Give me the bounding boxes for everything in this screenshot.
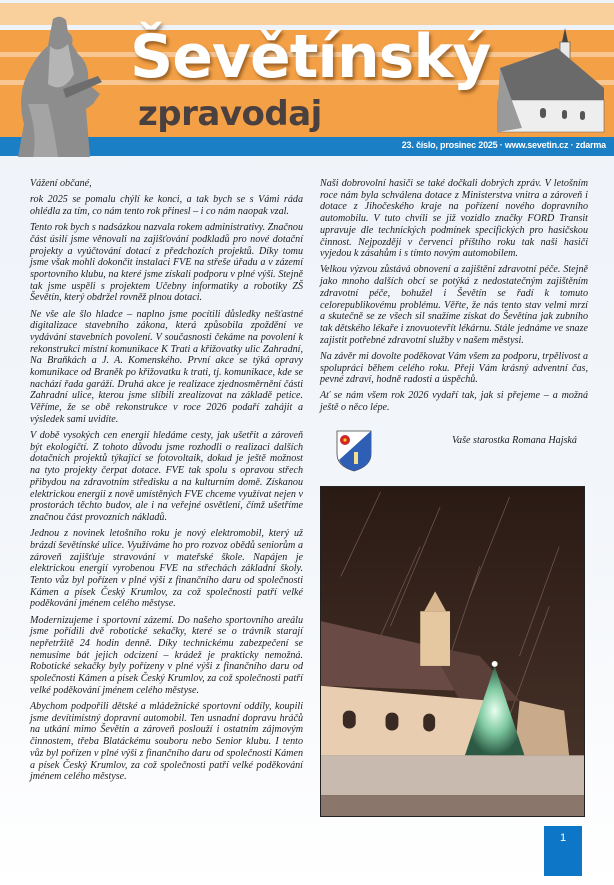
page-number: 1 bbox=[544, 826, 582, 876]
newsletter-subtitle: zpravodaj bbox=[138, 94, 322, 134]
paragraph: Ne vše ale šlo hladce – naplno jsme pocítili důsledky nešťastné digitalizace stavebního zákona, která způsobila zpoždění ve vydávání stavebních povolení. V současnosti čekáme na povolení k rekonstrukci místní komunikace K Trati a křižovatky ulic Zahradní, Na Braňkách a J. A. Komenského. První akce se týká opravy komunikace od Braněk po křižovatku k trati, tj. komunikace, kde se nachází řada garáží. Druhá akce je realizace zjednosměrnění části Zahradní ulice, kterou jsme slíbili zrealizovat na základě petice. Věříme, že se obě rekonstrukce v roce 2026 podaří zahájit a výsledek sami uvidíte. bbox=[30, 308, 303, 425]
paragraph: Modernizujeme i sportovní zázemí. Do našeho sportovního areálu jsme pořídili dvě robotické sekačky, které se o trávník starají nepřetržitě 24 hodin denně. Díky technickému zabezpečení se nemusíme bát jejich odcizení – krádež je prakticky nemožná. Robotické sekačky byly pořízeny v plné výši z finančního daru od společnosti Kámen a písek Český Krumlov, za což společnosti patří velké poděkování jménem celého městyse. bbox=[30, 614, 303, 696]
municipal-crest-icon bbox=[336, 430, 372, 472]
masthead bbox=[0, 0, 614, 157]
paragraph: V době vysokých cen energií hledáme cesty, jak ušetřit a zároveň být ekologičtí. Z tohoto důvodu jsme rozhodli o realizaci dalších dotačních projektů týkající se fotovoltaik, dokud je ještě možnost na tyto projekty čerpat dotace. FVE tak spolu s opravou střech přibydou na zdravotním středisku a na kulturním domě. Získanou elektrickou energii z nově umístěných FVE chceme využívat nejen v prostorách těchto budov, ale i na veřejné osvětlení, čímž ušetříme značnou část provozních nákladů. bbox=[30, 430, 303, 523]
church-image bbox=[492, 28, 610, 134]
salutation: Vážení občané, bbox=[30, 178, 92, 189]
signature: Vaše starostka Romana Hajská bbox=[452, 435, 577, 446]
right-column bbox=[320, 178, 588, 418]
church-christmas-tree-photo bbox=[320, 486, 585, 817]
paragraph: Ať se nám všem rok 2026 vydaří tak, jak si přejeme – a možná ještě o něco lépe. bbox=[320, 390, 588, 414]
issue-info: 23. číslo, prosinec 2025 · www.sevetin.cz · zdarma bbox=[401, 140, 606, 150]
paragraph: Naši dobrovolní hasiči se také dočkali dobrých zpráv. V letošním roce nám byla schválena dotace z Ministerstva vnitra a zároveň i dotace z Jihočeského kraje na pořízení nového dopravního automobilu. V tuto chvíli se již vozidlo značky FORD Transit upravuje dle technických podmínek specifických pro hasičskou činnost. Nejpozději v červenci příštího roku tak naši hasiči vyjedou k zásahům i s tímto novým automobilem. bbox=[320, 178, 588, 260]
statue-image bbox=[8, 14, 108, 157]
paragraph: Na závěr mi dovolte poděkovat Vám všem za podporu, trpělivost a spolupráci během celého roku. Přeji Vám krásný adventní čas, pevné zdraví, hodně radosti a úspěchů. bbox=[320, 350, 588, 386]
left-column bbox=[30, 178, 303, 787]
paragraph: Jednou z novinek letošního roku je nový elektromobil, který už brázdí ševětínské ulice. Využíváme ho pro rozvoz obědů seniorům a zároveň zajišťuje stravování v mateřské škole. Napájen je elektrickou energií vyrobenou FVE na střechách základní školy. Tento vůz byl pořízen v plné výši z finančního daru od společnosti Kámen a písek Český Krumlov, za což společnosti patří velké poděkování jménem celého městyse. bbox=[30, 528, 303, 610]
paragraph: Tento rok bych s nadsázkou nazvala rokem administrativy. Značnou část úsilí jsme věnovali na zajišťování podkladů pro nové dotační projekty a vyúčtování dotací z předchozích projektů. Díky tomu jsme však mohli dokončit instalaci FVE na střeše úřadu a v zázemí sportovního klubu, na které jsme získali podporu v plné výši. Stejně tak jsme uspěli s projektem Učebny informatiky a robotiky ZŠ Ševětín, který obdržel rovněž plnou dotaci. bbox=[30, 222, 303, 304]
paragraph: Velkou výzvou zůstává obnovení a zajištění zdravotní péče. Stejně jako mnoho dalších obcí se potýká z nedostatečným zajištěním zdravotní péče, bohužel i Ševětín se řadí k tomuto celorepublikovému problému. Věřte, že nás tento stav velmi mrzí a skutečně se ze všech sil snažíme získat do Ševětína jak zubního tak dětského lékaře i znovuotevřít lékárnu. Stále jednáme ve snaze zajistit potřebné zdravotní služby v našem městysi. bbox=[320, 264, 588, 346]
paragraph: Abychom podpořili dětské a mládežnické sportovní oddíly, koupili jsme devítimístný dopravní automobil. Ten usnadní dopravu hráčů na utkání mimo Ševětín a zároveň poslouží i ostatním zájmovým činnostem, třeba Blatáckému souboru nebo Senior klubu. I tento vůz byl pořízen v plné výši z finančního daru od společnosti Kámen a písek Český Krumlov, za což společnosti patří velké poděkování jménem celého městyse. bbox=[30, 701, 303, 783]
newsletter-title: Ševětínský bbox=[130, 22, 491, 92]
paragraph: rok 2025 se pomalu chýlí ke konci, a tak bych se s Vámi ráda ohlédla za tím, co nám tento rok přinesl – i co nám naopak vzal. bbox=[30, 194, 303, 217]
